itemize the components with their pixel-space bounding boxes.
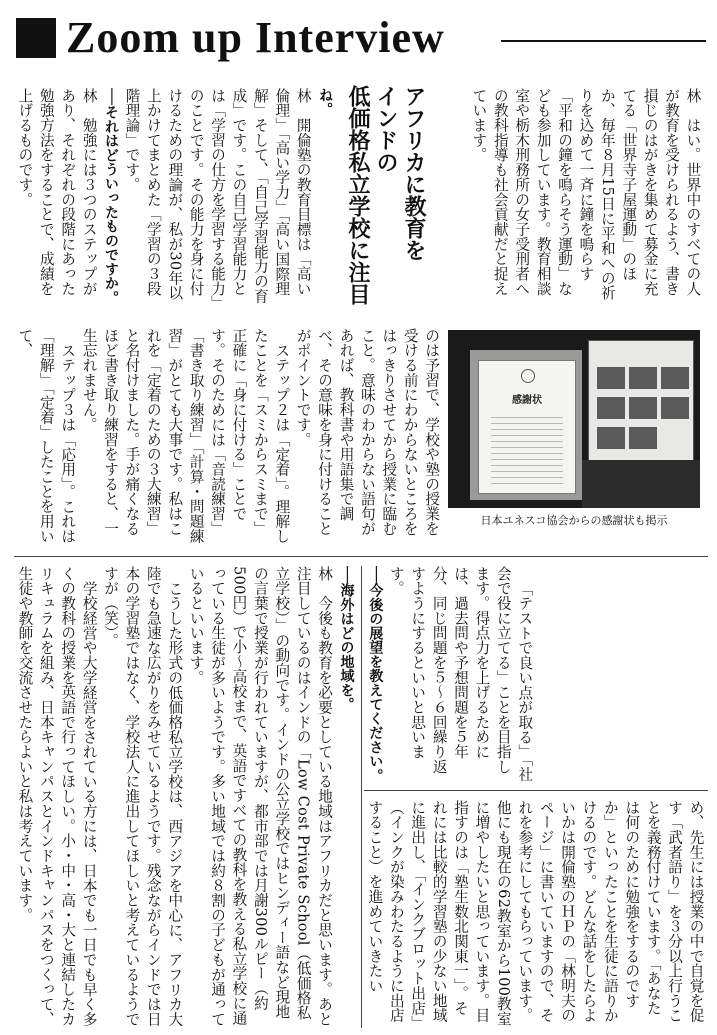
- interview-question: ──海外はどの地域を。: [338, 566, 355, 712]
- text-column: [364, 800, 708, 1028]
- column-divider: [361, 566, 362, 1028]
- poster-photo: [661, 367, 689, 389]
- certificate-text-lines: [491, 417, 563, 487]
- photo-background: [582, 460, 700, 508]
- text-block-outlook: [364, 566, 708, 784]
- poster-photo: [629, 367, 657, 389]
- poster-photo: [597, 427, 625, 449]
- certificate-title: 感謝状: [512, 395, 542, 406]
- wall-poster: [588, 340, 694, 462]
- certificate-emblem-icon: [521, 369, 535, 383]
- paragraph: 林 開倫塾の教育目標は「高い倫理」「高い学力」「高い国際理解」そして、「自己学習能力の育成」です。この自己学習能力とは「学習の仕方を学習する能力」のことです。その能力を身に付けるための理論が、私が30年以上かけてまとめた「学習の３段階理論」です。: [123, 88, 312, 304]
- text-block-goals: [14, 88, 336, 306]
- paragraph: 学校経営や大学経営をされている方には、日本でも一日でも早く多くの教科の授業を英語で行ってほしい。小・中・高・大と連結したカリキュラムを組み、日本キャンパスとインドキャンパスをつくって、生徒や教師を交流させたらよいと私は考えています。: [16, 566, 98, 1027]
- text-block-unesco: [468, 88, 708, 306]
- certificate-photo: [448, 330, 700, 508]
- page-title: Zoom up Interview: [66, 13, 445, 62]
- text-column: [14, 566, 358, 1028]
- text-block-outlook-continued: [364, 800, 708, 1028]
- section-headline: [343, 85, 427, 330]
- paragraph: こうした形式の低価格私立学校は、西アジアを中心に、アフリカ大陸でも急速な広がりをみせているようです。残念ながらインドでは日本の学習塾ではなく、学校法人に進出してほしいと考えているようですが（笑）。: [102, 566, 184, 1027]
- poster-photo: [597, 397, 625, 419]
- paragraph: 林 今後も教育を必要としている地域はアフリカだと思います。あと注目しているのはインドの「Low Cost Private School（低価格私立学校）」の動向です。インドの公立学校ではヒンディー語など現地の言葉で授業が行われていますが、都市部では月謝300ルピー（約500円）で小〜高校まで、英語ですべての教科を教える私立学校に通っている生徒が多いようです。多い地域では約８割の子どもが通っているといいます。: [187, 566, 334, 1027]
- headline-line-3: 低価格私立学校に注目: [345, 85, 370, 305]
- header: [16, 10, 706, 62]
- poster-photo: [661, 397, 689, 419]
- text-column: [14, 328, 442, 546]
- paragraph: [357, 566, 359, 1028]
- text-column: [14, 88, 336, 306]
- interview-question: [703, 88, 708, 306]
- section-divider: [14, 556, 708, 557]
- interview-question: ね。: [317, 88, 334, 117]
- poster-photo: [597, 367, 625, 389]
- poster-photo: [629, 397, 657, 419]
- paragraph: め、先生には授業の中で自覚を促す「武者語り」を３分以上行うことを義務付けています。「あなたは何のために勉強をするのですか」といったことを生徒に語りかけるのです。どんな話をしたらよいかは開倫塾のＨＰの「林明夫のページ」に書いていますので、それを参考にしてもらっています。他にも現在の62教室から100教室に増やしたいと思っています。目指すのは「塾生数北関東一」。それには比較的学習塾の少ない地域に進出し、「インクブロット出店」（インクが染みわたるように出店すること）を進めていきたい: [366, 800, 705, 1026]
- header-rule: [501, 40, 706, 42]
- paragraph: 林 はい。世界中のすべての人が教育を受けられるよう、書き損じのはがきを集めて募金に充てる「世界寺子屋運動」のほか、毎年８月15日に平和への祈りを込めて一斉に鐘を鳴らす「平和の鐘を鳴らそう運動」なども参加しています。教育相談室や栃木刑務所の女子受刑者への教科指導も社会貢献だと捉えています。: [470, 88, 702, 301]
- headline-line-2: インドの: [373, 85, 398, 173]
- text-column: [468, 88, 708, 306]
- photo-caption: 日本ユネスコ協会からの感謝状も掲示: [480, 514, 668, 527]
- poster-photo: [629, 427, 657, 449]
- paragraph: 「テストで良い点が取る」「社会で役に立てる」ことを目指します。得点力を上げるためには、過去問や予想問題を５年分、同じ問題を５〜６回繰り返すようにするといいと思います。: [387, 566, 534, 782]
- certificate: [478, 360, 576, 494]
- paragraph: ステップ２は「定着」。理解したことを「スミからスミまで」正確に「身に付ける」ことです。そのためには「音読練習」「書き取り練習」「計算・問題練習」がとても大事です。私はこれを「定着のための３大練習」と名付けました。手が痛くなるほど書き取り練習をすると、一生忘れません。: [80, 328, 291, 544]
- section-divider: [364, 790, 708, 791]
- paragraph: のは予習で、学校や塾の授業を受ける前にわからないところをはっきりさせてから授業に臨むこと。意味のわからない語句があれば、教科書や用語集で調べ、その意味を身に付けることがポイントです。: [294, 328, 441, 536]
- interview-question: ──それはどういったものですか。: [103, 88, 120, 305]
- text-block-steps: [14, 328, 442, 546]
- text-block-overseas: [14, 566, 358, 1028]
- text-column: [364, 566, 535, 784]
- header-square-mark: [16, 18, 56, 58]
- interview-question: ──今後の展望を教えてください。: [367, 566, 384, 783]
- paragraph: 林 勉強には３つのステップがあり、それぞれの段階にあった勉強方法をすることで、成績を上げるものです。: [16, 88, 98, 296]
- paragraph: ステップ３は「応用」。これは「理解」「定着」したことを用いて、: [16, 328, 77, 544]
- headline-line-1: アフリカに教育を: [401, 85, 426, 261]
